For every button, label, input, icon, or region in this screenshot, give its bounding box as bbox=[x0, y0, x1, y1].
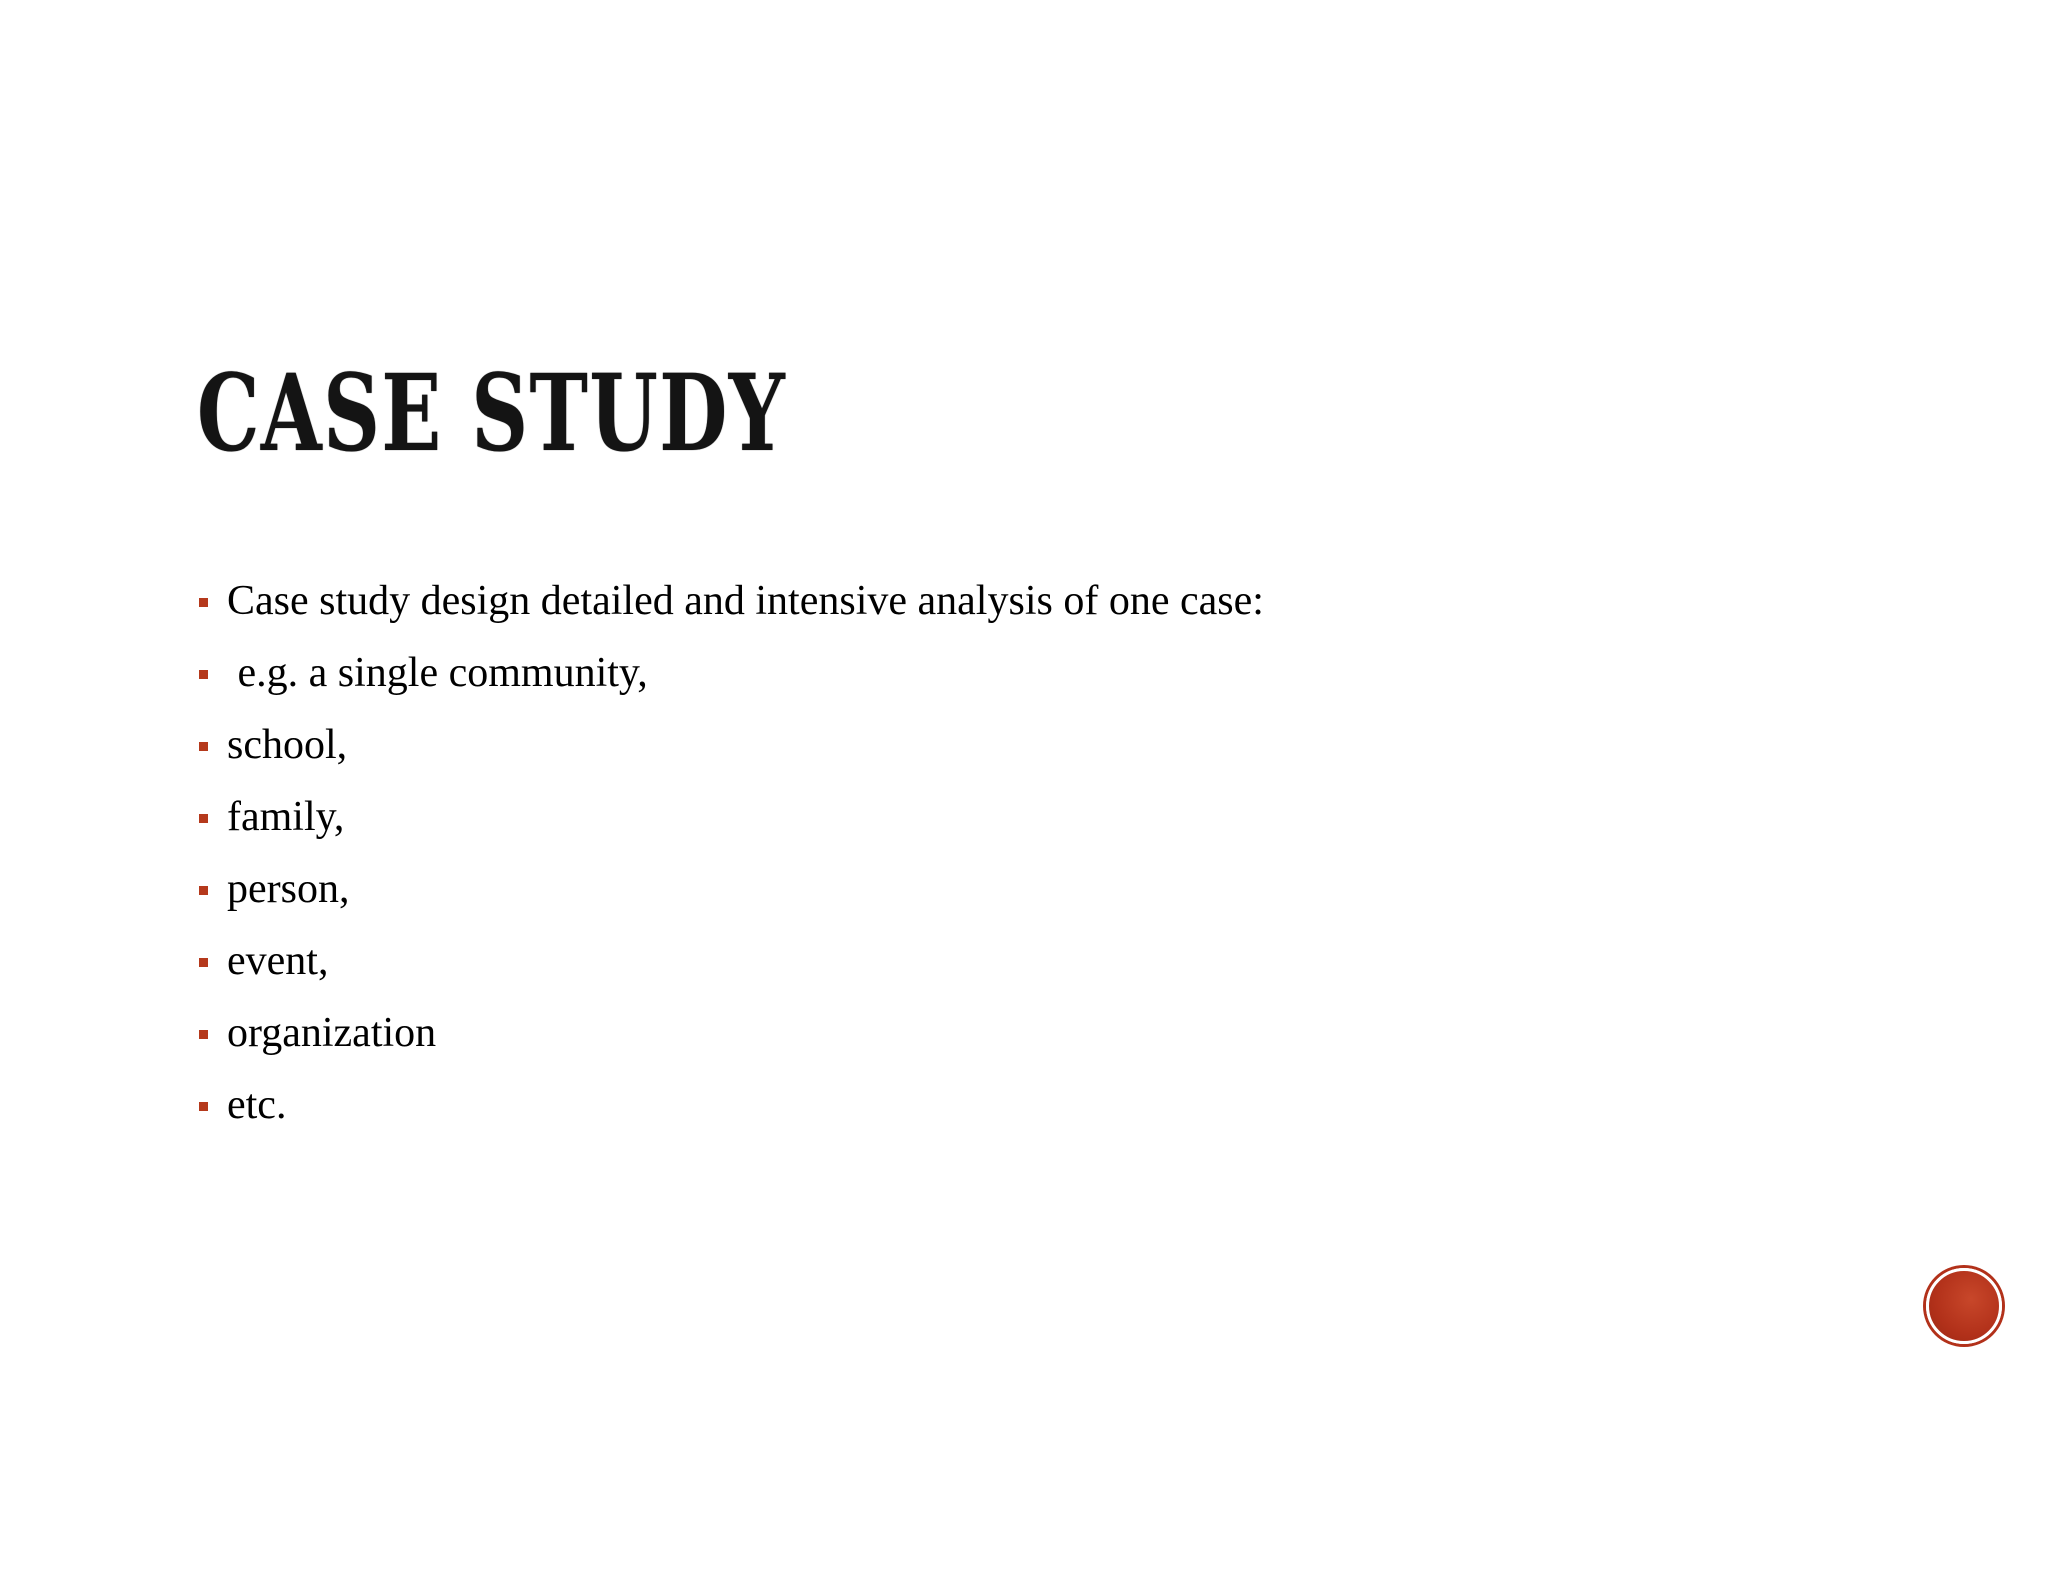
list-item-text: e.g. a single community, bbox=[227, 650, 648, 696]
square-bullet-icon bbox=[199, 886, 208, 895]
list-item-text: family, bbox=[227, 794, 345, 840]
list-item bbox=[197, 791, 1264, 863]
list-item-text: etc. bbox=[227, 1082, 287, 1128]
square-bullet-icon bbox=[199, 814, 208, 823]
list-item-text: school, bbox=[227, 722, 348, 768]
list-item-text: person, bbox=[227, 866, 350, 912]
bullet-list bbox=[197, 575, 1264, 1151]
list-item-text: organization bbox=[227, 1010, 437, 1056]
list-item-text: event, bbox=[227, 938, 329, 984]
slide-title: CASE STUDY bbox=[197, 350, 787, 475]
list-item bbox=[197, 935, 1264, 1007]
square-bullet-icon bbox=[199, 670, 208, 679]
square-bullet-icon bbox=[199, 598, 208, 607]
list-item bbox=[197, 647, 1264, 719]
square-bullet-icon bbox=[199, 1030, 208, 1039]
list-item bbox=[197, 863, 1264, 935]
list-item bbox=[197, 1007, 1264, 1079]
square-bullet-icon bbox=[199, 958, 208, 967]
list-item bbox=[197, 719, 1264, 791]
square-bullet-icon bbox=[199, 1102, 208, 1111]
list-item-text: Case study design detailed and intensive analysis of one case: bbox=[227, 578, 1264, 624]
list-item bbox=[197, 1079, 1264, 1151]
list-item bbox=[197, 575, 1264, 647]
decorative-circle-icon bbox=[1926, 1268, 2002, 1344]
square-bullet-icon bbox=[199, 742, 208, 751]
